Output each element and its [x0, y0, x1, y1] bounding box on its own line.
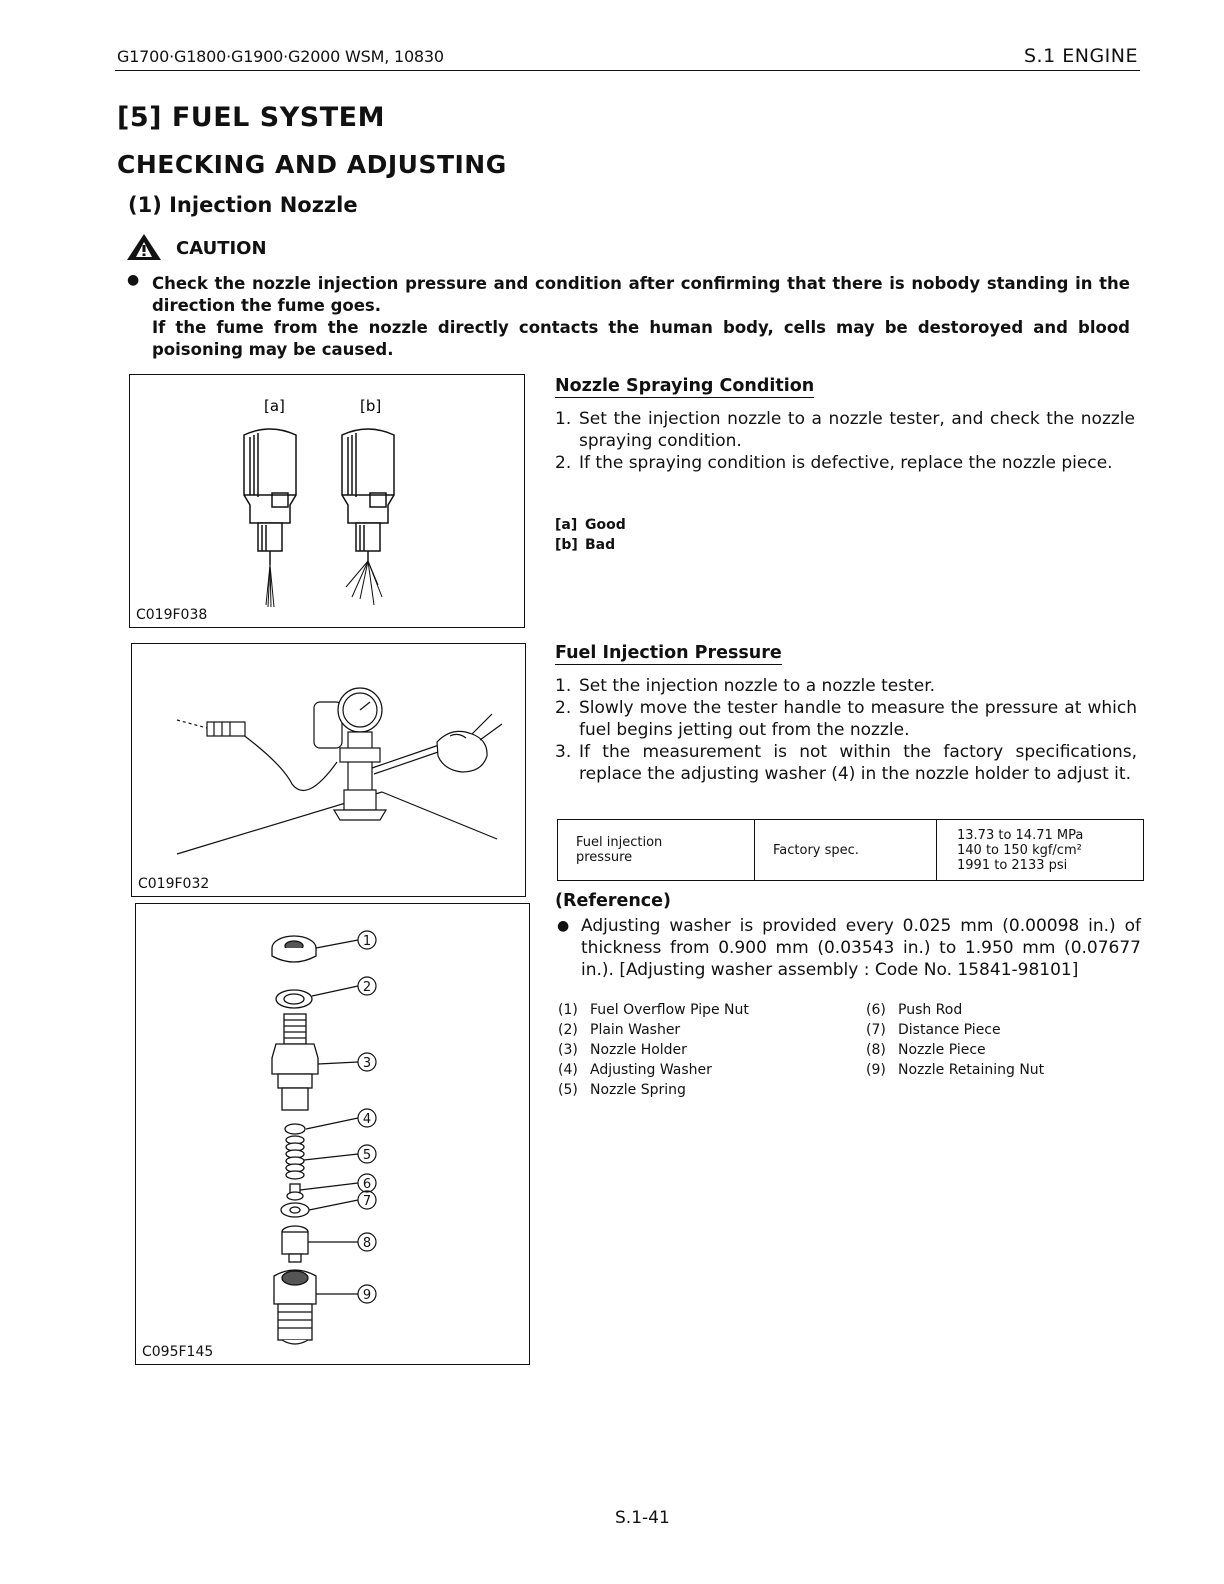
- reference-text: Adjusting washer is provided every 0.025 mm (0.00098 in.) of thickness from 0.900 mm (0.03543 in.) to 1.950 mm (0.07677 in.). [Adjusting washer assembly : Code No. 15841-98101]: [581, 916, 1141, 980]
- nozzle-spray-illustration: [130, 375, 524, 627]
- figure-label-a: [a]: [264, 397, 285, 415]
- injection-pressure-title: Fuel Injection Pressure: [555, 643, 782, 663]
- table-row: [558, 820, 1144, 881]
- callout-4: 4: [362, 1112, 372, 1127]
- callout-2: 2: [362, 980, 372, 995]
- reference-title: (Reference): [555, 891, 672, 911]
- section-title: [5] FUEL SYSTEM: [117, 102, 385, 133]
- reference-bullet: ●: [557, 918, 570, 934]
- callout-3: 3: [362, 1056, 372, 1071]
- callout-6: 6: [362, 1177, 372, 1192]
- nozzle-exploded-illustration: [136, 904, 529, 1364]
- spec-item-cell: Fuel injection pressure: [558, 820, 755, 881]
- list-item: (9) Nozzle Retaining Nut: [866, 1062, 1045, 1078]
- parts-list-right: [866, 1000, 1044, 1080]
- figure-code: C019F032: [138, 876, 210, 892]
- caution-text: [152, 273, 1130, 361]
- list-item: (6) Push Rod: [866, 1002, 963, 1018]
- bad-nozzle-drawing: [342, 429, 394, 561]
- good-spray-lines: [266, 565, 274, 607]
- pressure-step: 3. If the measurement is not within the factory specifications, replace the adjusting washer (4) in the nozzle holder to adjust it.: [555, 742, 1137, 784]
- document-header-models: G1700·G1800·G1900·G2000 WSM, 10830: [117, 47, 444, 66]
- warning-triangle-icon: [126, 233, 162, 261]
- callout-9: 9: [362, 1288, 372, 1303]
- figure-code: C095F145: [142, 1344, 214, 1360]
- topic-title: (1) Injection Nozzle: [128, 193, 358, 217]
- figure-code: C019F038: [136, 607, 208, 623]
- callout-7: 7: [362, 1194, 372, 1209]
- legend-item-bad: [b] Bad: [555, 537, 616, 553]
- spraying-step: 1. Set the injection nozzle to a nozzle tester, and check the nozzle spraying condition.: [555, 409, 1135, 451]
- list-item: (4) Adjusting Washer: [558, 1062, 712, 1078]
- callout-1: 1: [362, 934, 372, 949]
- figure-label-b: [b]: [360, 397, 382, 415]
- page-number: S.1-41: [615, 1508, 670, 1528]
- list-item: (5) Nozzle Spring: [558, 1082, 686, 1098]
- header-divider: [115, 70, 1140, 71]
- spec-type-cell: Factory spec.: [755, 820, 937, 881]
- pressure-spec-table: [557, 819, 1144, 881]
- caution-line-1: Check the nozzle injection pressure and condition after confirming that there is nobody standing in the direction the fume goes.: [152, 274, 1130, 315]
- document-header-section: S.1 ENGINE: [1024, 45, 1138, 67]
- spraying-step: 2. If the spraying condition is defective, replace the nozzle piece.: [555, 453, 1113, 473]
- spray-legend: [555, 515, 626, 555]
- figure-nozzle-spray: [129, 374, 525, 628]
- caution-label: CAUTION: [176, 238, 267, 259]
- spraying-condition-title: Nozzle Spraying Condition: [555, 376, 815, 396]
- callout-5: 5: [362, 1148, 372, 1163]
- legend-item-good: [a] Good: [555, 517, 626, 533]
- callout-8: 8: [362, 1236, 372, 1251]
- pressure-step: 1. Set the injection nozzle to a nozzle tester.: [555, 676, 936, 696]
- pressure-steps: [555, 675, 1137, 785]
- pressure-step: 2. Slowly move the tester handle to measure the pressure at which fuel begins jetting out from the nozzle.: [555, 698, 1137, 740]
- nozzle-tester-illustration: [132, 644, 525, 896]
- list-item: (7) Distance Piece: [866, 1022, 1001, 1038]
- list-item: (1) Fuel Overflow Pipe Nut: [558, 1002, 749, 1018]
- figure-nozzle-tester: [131, 643, 526, 897]
- subsection-title: CHECKING AND ADJUSTING: [117, 150, 507, 179]
- bad-spray-lines: [346, 561, 382, 605]
- spraying-steps: [555, 408, 1135, 474]
- list-item: (8) Nozzle Piece: [866, 1042, 986, 1058]
- caution-bullet: ●: [127, 272, 140, 288]
- good-nozzle-drawing: [244, 429, 296, 565]
- spec-value-cell: 13.73 to 14.71 MPa 140 to 150 kgf/cm² 1991 to 2133 psi: [937, 820, 1144, 881]
- list-item: (3) Nozzle Holder: [558, 1042, 687, 1058]
- figure-nozzle-exploded-view: [135, 903, 530, 1365]
- parts-list-left: [558, 1000, 749, 1100]
- list-item: (2) Plain Washer: [558, 1022, 681, 1038]
- caution-line-2: If the fume from the nozzle directly contacts the human body, cells may be destoroyed and blood poisoning may be caused.: [152, 318, 1130, 359]
